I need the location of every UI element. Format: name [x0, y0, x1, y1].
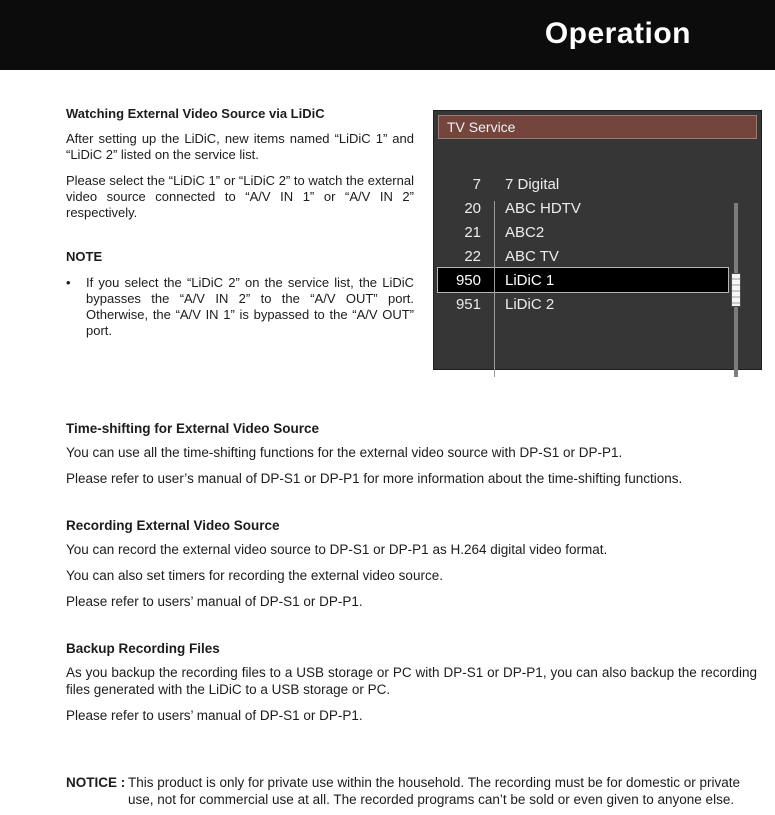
channel-row[interactable]	[438, 292, 728, 316]
channel-name: 7 Digital	[505, 175, 560, 193]
tv-service-screen	[433, 110, 762, 370]
section-heading-backup: Backup Recording Files	[66, 641, 220, 656]
top-section	[0, 70, 775, 420]
column-divider	[494, 201, 495, 377]
channel-number: 950	[455, 271, 481, 289]
channel-name: LiDiC 1	[505, 271, 555, 289]
backup-paragraph-1: As you backup the recording files to a USB storage or PC with DP-S1 or DP-P1, you can also backup the recording files generated with the LiDiC to a USB storage or PC.	[66, 665, 757, 697]
timeshift-paragraph-1: You can use all the time-shifting functions for the external video source with DP-S1 or DP-P1.	[66, 445, 623, 460]
channel-row[interactable]	[438, 220, 728, 244]
notice-label: NOTICE :	[66, 775, 126, 790]
watching-section	[66, 106, 414, 339]
bullet-icon: •	[66, 275, 71, 290]
section-heading-timeshift: Time-shifting for External Video Source	[66, 421, 320, 436]
channel-name: ABC HDTV	[505, 199, 581, 217]
watching-paragraph-1: After setting up the LiDiC, new items named “LiDiC 1” and “LiDiC 2” listed on the service list.	[66, 131, 414, 162]
channel-row[interactable]	[438, 268, 728, 292]
section-heading-watching: Watching External Video Source via LiDiC	[66, 106, 325, 121]
channel-list	[434, 172, 761, 316]
scrollbar-thumb[interactable]	[731, 273, 741, 307]
channel-number: 7	[472, 175, 481, 193]
channel-number: 951	[455, 295, 481, 313]
channel-rows	[434, 172, 761, 316]
page-title: Operation	[544, 17, 691, 50]
tv-service-title: TV Service	[447, 119, 516, 135]
channel-number: 22	[464, 247, 481, 265]
recording-paragraph-3: Please refer to users’ manual of DP-S1 or DP-P1.	[66, 594, 363, 609]
channel-number: 20	[464, 199, 481, 217]
tv-service-title-bar	[438, 115, 757, 139]
backup-paragraph-2: Please refer to users’ manual of DP-S1 or DP-P1.	[66, 708, 363, 723]
notice	[66, 774, 757, 808]
section-heading-recording: Recording External Video Source	[66, 518, 280, 533]
channel-row[interactable]	[438, 244, 728, 268]
recording-paragraph-1: You can record the external video source to DP-S1 or DP-P1 as H.264 digital video format.	[66, 542, 608, 557]
notice-text: This product is only for private use within the household. The recording must be for domestic or private use, not for commercial use at all. The recorded programs can’t be sold or even given to anyone else.	[128, 775, 741, 807]
scrollbar-track[interactable]	[734, 203, 738, 377]
channel-name: LiDiC 2	[505, 295, 555, 313]
channel-row[interactable]	[438, 196, 728, 220]
timeshift-paragraph-2: Please refer to user’s manual of DP-S1 or DP-P1 for more information about the time-shifting functions.	[66, 471, 683, 486]
channel-row[interactable]	[438, 172, 728, 196]
header-bar	[0, 0, 775, 70]
lower-sections	[66, 420, 757, 808]
channel-name: ABC TV	[505, 247, 559, 265]
watching-paragraph-2: Please select the “LiDiC 1” or “LiDiC 2” to watch the external video source connected to “A/V IN 1” or “A/V IN 2” respectively.	[66, 173, 414, 220]
channel-name: ABC2	[505, 223, 545, 241]
recording-paragraph-2: You can also set timers for recording the external video source.	[66, 568, 443, 583]
channel-number: 21	[464, 223, 481, 241]
note-bullet-row	[66, 275, 414, 339]
note-bullet-text: If you select the “LiDiC 2” on the service list, the LiDiC bypasses the “A/V IN 2” to the “A/V OUT” port. Otherwise, the “A/V IN 1” is bypassed to the “A/V OUT” port.	[86, 275, 414, 338]
note-heading: NOTE	[66, 249, 103, 264]
